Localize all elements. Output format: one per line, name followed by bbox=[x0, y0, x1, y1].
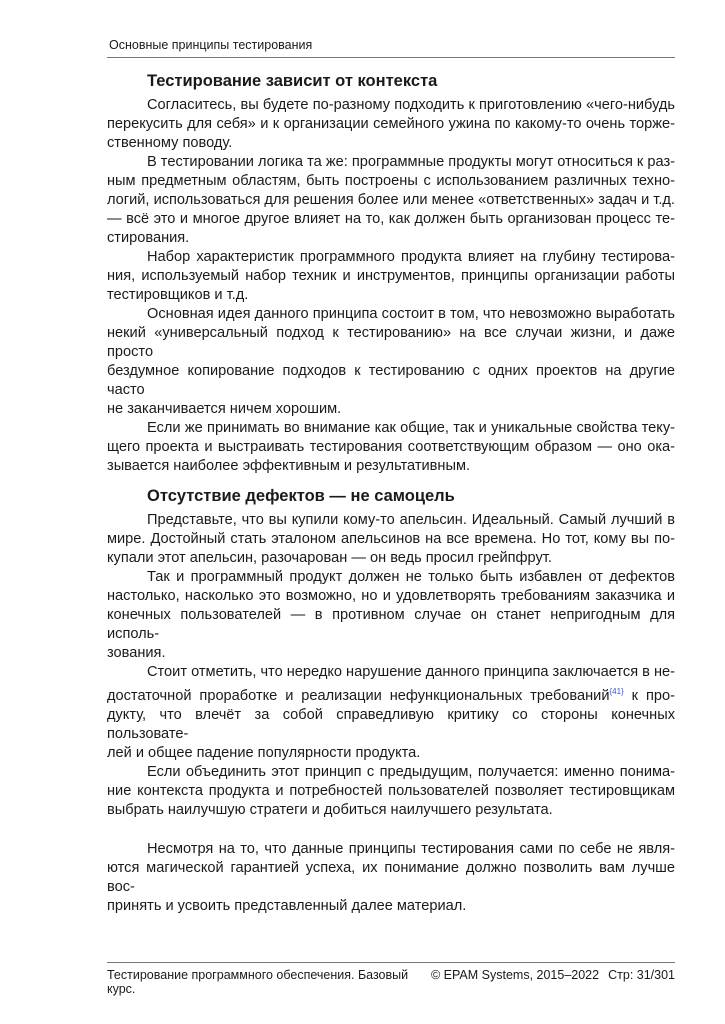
text-line: настолько, насколько это возможно, но и удовлетворять требованиям заказчика и bbox=[107, 588, 675, 604]
closing-paragraph bbox=[107, 840, 675, 916]
text-line: купали этот апельсин, разочарован — он ведь просил грейпфрут. bbox=[107, 550, 552, 566]
paragraph bbox=[107, 305, 675, 419]
section-context-body bbox=[107, 96, 675, 476]
text-line: выбрать наилучшую стратеги и добиться наилучшего результата. bbox=[107, 801, 553, 818]
text-line: ственному поводу. bbox=[107, 135, 233, 151]
section-defects-body bbox=[107, 511, 675, 663]
paragraph bbox=[107, 248, 675, 305]
paragraph bbox=[107, 419, 675, 476]
text-line: ются магической гарантией успеха, их понимание должно позволить вам лучше вос- bbox=[107, 859, 675, 895]
text-line: принять и усвоить представленный далее материал. bbox=[107, 897, 467, 914]
text-line: бездумное копирование подходов к тестированию с одних проектов на другие часто bbox=[107, 363, 675, 398]
text-line: Основная идея данного принципа состоит в том, что невозможно выработать bbox=[147, 306, 675, 322]
text-line: не заканчивается ничем хорошим. bbox=[107, 401, 342, 417]
text-line: лей и общее падение популярности продукта. bbox=[107, 744, 421, 761]
text-span: к про- bbox=[623, 687, 675, 704]
text-line: зывается наиболее эффективным и результативным. bbox=[107, 458, 471, 474]
text-line: конечных пользователей — в противном случае он станет непригодным для исполь- bbox=[107, 607, 675, 642]
text-line: логий, использоваться для решения более или менее «ответственных» задач и т.д. bbox=[107, 192, 675, 208]
footer-page-number: Стр: 31/301 bbox=[608, 968, 675, 982]
section-defects-body-end bbox=[107, 763, 675, 820]
text-line: тестировщиков и т.д. bbox=[107, 287, 249, 303]
text-line: Представьте, что вы купили кому-то апельсин. Идеальный. Самый лучший в bbox=[147, 512, 675, 528]
text-line: — всё это и многое другое влияет на то, как должен быть организован процесс те- bbox=[107, 211, 675, 227]
header-rule bbox=[107, 57, 675, 58]
paragraph bbox=[107, 511, 675, 568]
text-span: достаточной проработке и реализации нефункциональных требований bbox=[107, 687, 610, 704]
text-line bbox=[107, 682, 675, 706]
footer-rule bbox=[107, 962, 675, 963]
text-line: ния, используемый набор техник и инструментов, принципы организации работы bbox=[107, 268, 675, 284]
footer-book-title: Тестирование программного обеспечения. Базовый курс. bbox=[107, 968, 409, 996]
paragraph bbox=[107, 153, 675, 248]
text-line: Если объединить этот принцип с предыдущим, получается: именно понима- bbox=[147, 763, 675, 780]
page-footer bbox=[107, 968, 675, 996]
paragraph bbox=[107, 568, 675, 663]
text-line: Согласитесь, вы будете по-разному подходить к приготовлению «чего-нибудь bbox=[147, 97, 675, 113]
running-title: Основные принципы тестирования bbox=[109, 38, 313, 52]
page-content bbox=[107, 70, 675, 916]
text-line: Набор характеристик программного продукта влияет на глубину тестирова- bbox=[147, 249, 675, 265]
paragraph bbox=[107, 840, 675, 916]
text-line: ным предметным областям, быть построены с использованием различных техно- bbox=[107, 173, 675, 189]
text-line: ние контекста продукта и потребностей пользователей позволяет тестировщикам bbox=[107, 782, 675, 799]
text-line: Несмотря на то, что данные принципы тестирования сами по себе не явля- bbox=[147, 840, 675, 857]
text-line: стирования. bbox=[107, 230, 190, 246]
footnote-link[interactable]: {41} bbox=[609, 687, 624, 696]
text-line: дукту, что влечёт за собой справедливую критику со стороны конечных пользовате- bbox=[107, 706, 675, 742]
section-heading-defects: Отсутствие дефектов — не самоцель bbox=[147, 487, 455, 505]
text-line: мире. Достойный стать эталоном апельсинов на все времена. Но тот, кому вы по- bbox=[107, 531, 675, 547]
paragraph bbox=[107, 663, 675, 763]
footer-copyright: © EPAM Systems, 2015–2022 bbox=[431, 968, 600, 982]
text-line: некий «универсальный подход к тестированию» на все случаи жизни, и даже просто bbox=[107, 325, 675, 360]
text-line: Если же принимать во внимание как общие, так и уникальные свойства теку- bbox=[147, 420, 675, 436]
text-line: зования. bbox=[107, 645, 166, 661]
text-line: щего проекта и выстраивать тестирования соответствующим образом — оно ока- bbox=[107, 439, 675, 455]
section-heading-context: Тестирование зависит от контекста bbox=[147, 72, 438, 90]
text-line: В тестировании логика та же: программные продукты могут относиться к раз- bbox=[147, 154, 675, 170]
text-line: Так и программный продукт должен не только быть избавлен от дефектов bbox=[147, 569, 675, 585]
text-line: Стоит отметить, что нередко нарушение данного принципа заключается в не- bbox=[147, 664, 676, 680]
paragraph bbox=[107, 763, 675, 820]
paragraph bbox=[107, 96, 675, 153]
text-line: перекусить для себя» и к организации семейного ужина по какому-то очень торже- bbox=[107, 116, 675, 132]
